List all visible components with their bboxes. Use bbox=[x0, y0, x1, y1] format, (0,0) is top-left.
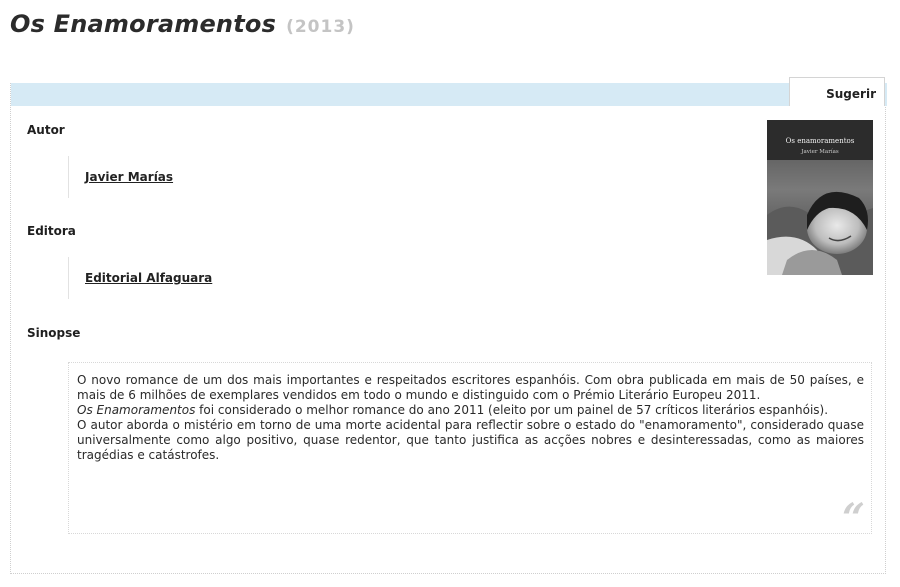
quote-mark-icon: “ bbox=[841, 495, 865, 542]
author-link[interactable]: Javier Marías bbox=[85, 170, 174, 184]
page-title-row bbox=[10, 10, 355, 44]
book-year: (2013) bbox=[286, 17, 355, 37]
suggest-button[interactable]: Sugerir bbox=[789, 77, 885, 106]
publisher-label: Editora bbox=[27, 224, 76, 238]
cover-photo-graphic bbox=[767, 120, 873, 275]
cover-title-text: Os enamoramentos bbox=[785, 137, 855, 145]
publisher-box bbox=[68, 257, 289, 299]
cover-author-text: Javier Marías bbox=[801, 149, 839, 155]
synopsis-paragraph-2-rest: foi considerado o melhor romance do ano 2011 (eleito por um painel de 57 críticos literários espanhóis). bbox=[195, 403, 829, 417]
synopsis-text bbox=[77, 373, 864, 463]
synopsis-label: Sinopse bbox=[27, 326, 81, 340]
book-details-panel bbox=[10, 83, 886, 574]
synopsis-box bbox=[68, 362, 872, 542]
book-title: Os Enamoramentos bbox=[10, 10, 277, 38]
synopsis-book-title: Os Enamoramentos bbox=[77, 403, 196, 417]
synopsis-paragraph-1: O novo romance de um dos mais importantes e respeitados escritores espanhóis. Com obra publicada em mais de 50 países, e mais de 6 milhões de exemplares vendidos em todo o mundo e distinguido com o Prémio Literário Europeu 2011. bbox=[77, 373, 864, 402]
book-cover-image[interactable] bbox=[767, 120, 873, 275]
panel-header-bar bbox=[11, 83, 887, 106]
synopsis-paragraph-2 bbox=[77, 403, 864, 418]
synopsis-paragraph-3: O autor aborda o mistério em torno de uma morte acidental para reflectir sobre o estado do "enamoramento", considerado quase universalmente como algo positivo, quase redentor, que tanto justifica as acções nobres e desinteressadas, como as maiores tragédias e catástrofes. bbox=[77, 418, 864, 462]
author-label: Autor bbox=[27, 123, 65, 137]
author-box bbox=[68, 156, 289, 198]
publisher-link[interactable]: Editorial Alfaguara bbox=[85, 271, 213, 285]
